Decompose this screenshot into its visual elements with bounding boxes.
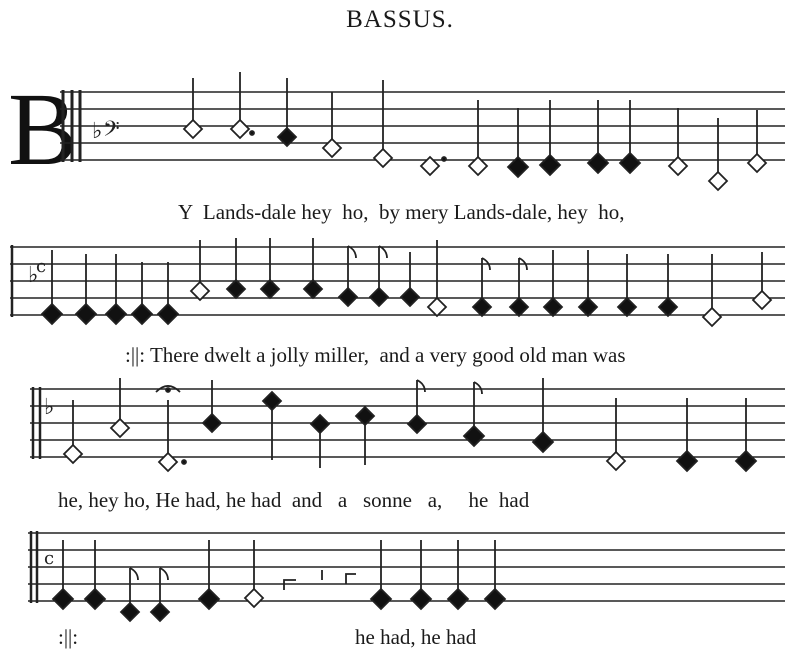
svg-text:c: c [36,256,47,277]
lyric-line-2: :||: There dwelt a jolly miller, and a very good old man was [125,343,626,367]
lyric-line-4-left: :||: [58,625,79,649]
svg-text:c: c [44,548,55,569]
lyric-line-3: he, hey ho, He had, he had and a sonne a, he had [58,488,530,512]
svg-text:𝄢: 𝄢 [103,117,120,147]
lyric-line-4-right: he had, he had [355,625,477,649]
page-title: BASSUS. [346,6,454,33]
svg-text:♭: ♭ [28,263,39,288]
clef-signature-4 [44,548,54,569]
svg-text:♭: ♭ [92,119,103,144]
notes-4 [53,540,505,621]
svg-text:♭: ♭ [44,395,55,420]
initial-glyph: B [8,72,78,187]
lyric-line-1: Y Lands-dale hey ho, by mery Lands-dale, hey ho, [178,200,625,224]
